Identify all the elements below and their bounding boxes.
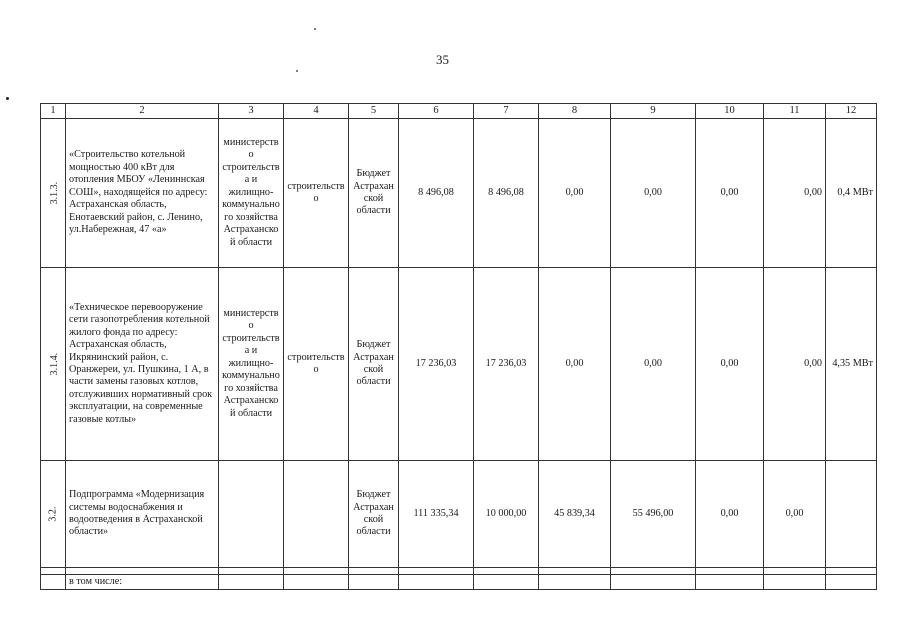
table-row	[41, 461, 877, 568]
table-row	[41, 268, 877, 461]
table-row	[41, 119, 877, 268]
row-source: Бюджет Астраханской области	[349, 461, 399, 568]
col-header: 1	[41, 104, 66, 119]
row-description: «Техническое перевооружение сети газопотребления котельной жилого фонда по адресу: Астраханская область, Икрянинский район, с. Оранжереи, ул. Пушкина, 1 А, в части замены газовых котлов, отслуживших нормативный срок эксплуатации, на современные газовые котлы»	[66, 268, 219, 461]
col-header: 3	[219, 104, 284, 119]
row-source: Бюджет Астраханской области	[349, 119, 399, 268]
col-header: 10	[696, 104, 764, 119]
row-number: 3.1.4.	[49, 352, 61, 376]
including-label: в том числе:	[66, 575, 219, 590]
table-row	[41, 568, 877, 575]
col-header: 6	[399, 104, 474, 119]
row-number-cell	[41, 461, 66, 568]
row-total: 111 335,34	[399, 461, 474, 568]
row-description: «Строительство котельной мощностью 400 кВт для отопления МБОУ «Лениннская СОШ», находящейся по адресу: Астраханская область, Енотаевский район, с. Ленино, ул.Набережная, 47 «а»	[66, 119, 219, 268]
program-table	[40, 103, 877, 590]
col-header: 12	[826, 104, 877, 119]
row-total: 17 236,03	[399, 268, 474, 461]
row-value-8: 45 839,34	[539, 461, 611, 568]
row-value-9: 0,00	[611, 119, 696, 268]
row-capacity: 0,4 МВт	[826, 119, 877, 268]
row-type: строительство	[284, 119, 349, 268]
col-header: 4	[284, 104, 349, 119]
row-number-cell	[41, 119, 66, 268]
row-value-10: 0,00	[696, 119, 764, 268]
row-value-10: 0,00	[696, 461, 764, 568]
row-capacity	[826, 461, 877, 568]
col-header: 7	[474, 104, 539, 119]
row-capacity: 4,35 МВт	[826, 268, 877, 461]
row-value-9: 0,00	[611, 268, 696, 461]
row-value-9: 55 496,00	[611, 461, 696, 568]
row-value-8: 0,00	[539, 268, 611, 461]
row-value-10: 0,00	[696, 268, 764, 461]
col-header: 11	[764, 104, 826, 119]
row-number: 3.1.3.	[49, 181, 61, 205]
row-description: Подпрограмма «Модернизация системы водоснабжения и водоотведения в Астраханской области»	[66, 461, 219, 568]
row-type	[284, 461, 349, 568]
row-value-7: 17 236,03	[474, 268, 539, 461]
page-number: 35	[436, 52, 449, 67]
column-number-row	[41, 104, 877, 119]
table-row	[41, 575, 877, 590]
row-value-7: 10 000,00	[474, 461, 539, 568]
row-number: 3.2.	[46, 506, 58, 522]
col-header: 5	[349, 104, 399, 119]
row-value-8: 0,00	[539, 119, 611, 268]
row-executor: министерство строительства и жилищно-коммунального хозяйства Астраханской области	[219, 268, 284, 461]
row-executor	[219, 461, 284, 568]
col-header: 2	[66, 104, 219, 119]
scan-speck	[296, 70, 298, 72]
row-value-11: 0,00	[764, 268, 826, 461]
row-source: Бюджет Астраханской области	[349, 268, 399, 461]
row-total: 8 496,08	[399, 119, 474, 268]
row-type: строительство	[284, 268, 349, 461]
row-executor: министерство строительства и жилищно-коммунального хозяйства Астраханской области	[219, 119, 284, 268]
col-header: 8	[539, 104, 611, 119]
col-header: 9	[611, 104, 696, 119]
scan-speck	[314, 28, 316, 30]
row-value-11: 0,00	[764, 461, 826, 568]
row-number-cell	[41, 268, 66, 461]
row-value-7: 8 496,08	[474, 119, 539, 268]
row-value-11: 0,00	[764, 119, 826, 268]
margin-dot	[6, 97, 9, 100]
